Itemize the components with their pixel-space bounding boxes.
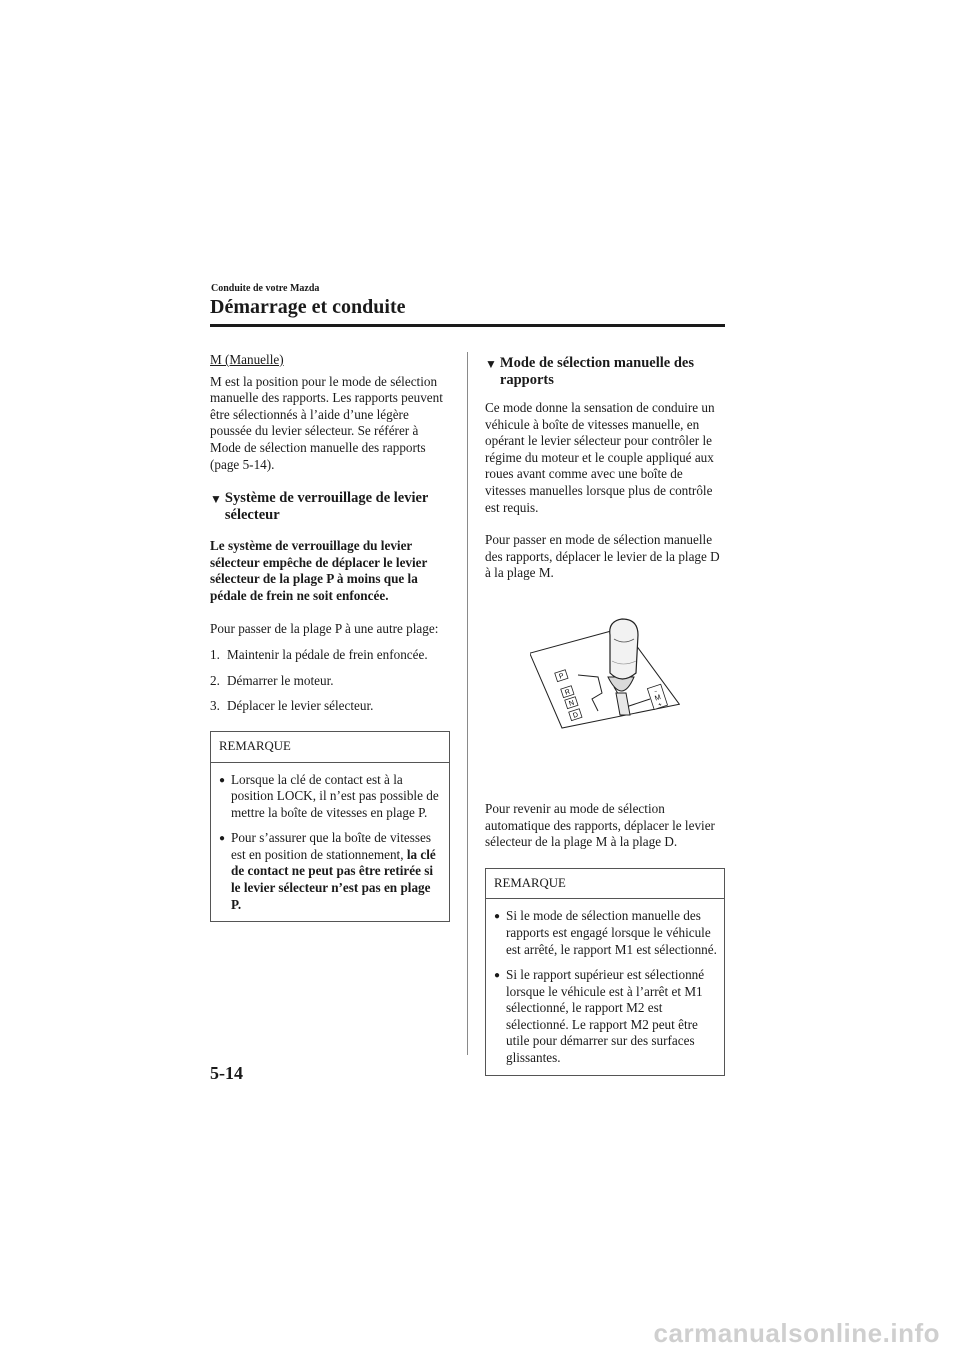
- step-text: Maintenir la pédale de frein enfoncée.: [227, 647, 428, 663]
- manual-mode-text-2: Pour passer en mode de sélection manuelle des rapports, déplacer le levier de la plage D à la plage M.: [485, 532, 720, 581]
- bullet-icon: ●: [494, 970, 501, 982]
- right-column: [485, 352, 725, 1076]
- header-section-label: Conduite de votre Mazda: [211, 283, 320, 294]
- note-bullet-text: [231, 830, 443, 913]
- column-divider: [467, 352, 468, 1055]
- manual-mode-heading: [485, 355, 725, 389]
- svg-text:M: M: [654, 694, 662, 703]
- note-bullet: [219, 772, 443, 822]
- step-number: 2.: [210, 672, 220, 688]
- lock-system-heading-text: Système de verrouillage de levier sélecteur: [224, 490, 429, 524]
- note-bullet: [494, 967, 718, 1067]
- lock-system-bold-text: Le système de verrouillage du levier sélecteur empêche de déplacer le levier sélecteur de la plage P à moins que la pédale de frein ne soit enfoncée.: [210, 538, 428, 603]
- steps-list: [210, 647, 450, 715]
- lock-system-text: Pour passer de la plage P à une autre plage:: [210, 620, 439, 636]
- left-column: [210, 352, 450, 922]
- page-title: Démarrage et conduite: [210, 296, 406, 318]
- svg-text:P: P: [558, 672, 565, 681]
- step-number: 3.: [210, 698, 220, 714]
- manual-mode-text-3: Pour revenir au mode de sélection automatique des rapports, déplacer le levier sélecteur de la plage M à la plage D.: [485, 800, 715, 850]
- lever-knob: [610, 619, 638, 679]
- note-bullet: [494, 908, 718, 958]
- note-bullet: [219, 830, 443, 913]
- page-number: 5-14: [210, 1063, 243, 1083]
- note-box-left: [210, 731, 450, 922]
- bullet-icon: ●: [219, 774, 226, 786]
- note-body: [486, 899, 724, 1074]
- step-number: 1.: [210, 647, 220, 663]
- svg-text:D: D: [572, 711, 580, 720]
- svg-text:−: −: [653, 688, 659, 696]
- note-bullet-text: Si le rapport supérieur est sélectionné lorsque le véhicule est à l’arrêt et M1 sélectionné, le rapport M2 est sélectionné. Le rapport M2 peut être utile pour démarrer sur des surfaces glissantes.: [506, 967, 705, 1066]
- header-rule: [210, 324, 725, 327]
- note-title: REMARQUE: [211, 732, 449, 763]
- note-box-right: [485, 868, 725, 1076]
- note-bullet-bold: la clé de contact ne peut pas être retirée si le levier sélecteur n’est pas en plage P.: [231, 846, 436, 912]
- manual-mode-text-1: Ce mode donne la sensation de conduire un véhicule à boîte de vitesses manuelle, en opérant le levier sélecteur pour contrôler le régime du moteur et le couple appliqué aux roues avant comme avec une boîte de vitesses manuelles lorsque plus de contrôle est requis.: [485, 400, 715, 515]
- step-item: [210, 698, 450, 715]
- shift-lever-illustration: [530, 615, 680, 755]
- svg-text:N: N: [568, 699, 576, 708]
- bullet-icon: ●: [494, 911, 501, 923]
- step-item: [210, 673, 450, 690]
- note-bullet-text: Si le mode de sélection manuelle des rapports est engagé lorsque le véhicule est arrêté, le rapport M1 est sélectionné.: [506, 908, 717, 957]
- lock-system-heading: [210, 490, 450, 524]
- step-text: Déplacer le levier sélecteur.: [227, 698, 374, 714]
- note-title: REMARQUE: [486, 869, 724, 900]
- gate-plate: [530, 628, 679, 728]
- bullet-icon: ●: [219, 833, 226, 845]
- note-bullet-normal: Pour s’assurer que la boîte de vitesses est en position de stationnement,: [231, 830, 431, 862]
- watermark: carmanualsonline.info: [653, 1318, 940, 1348]
- m-manual-heading: M (Manuelle): [210, 352, 284, 367]
- note-bullet-text: Lorsque la clé de contact est à la position LOCK, il n’est pas possible de mettre la boîte de vitesses en plage P.: [231, 771, 439, 820]
- svg-text:R: R: [564, 688, 572, 697]
- m-manual-text: M est la position pour le mode de sélection manuelle des rapports. Les rapports peuvent être sélectionnés à l’aide d’une légère poussée du levier sélecteur. Se référer à Mode de sélection manuelle des rapports (page 5-14).: [210, 373, 443, 472]
- manual-mode-heading-text: Mode de sélection manuelle des rapports: [499, 355, 695, 388]
- triangle-icon: ▼: [210, 492, 222, 507]
- svg-text:+: +: [657, 701, 663, 709]
- step-item: [210, 647, 450, 664]
- note-body: [211, 763, 449, 922]
- step-text: Démarrer le moteur.: [227, 672, 334, 688]
- triangle-icon: ▼: [485, 357, 497, 371]
